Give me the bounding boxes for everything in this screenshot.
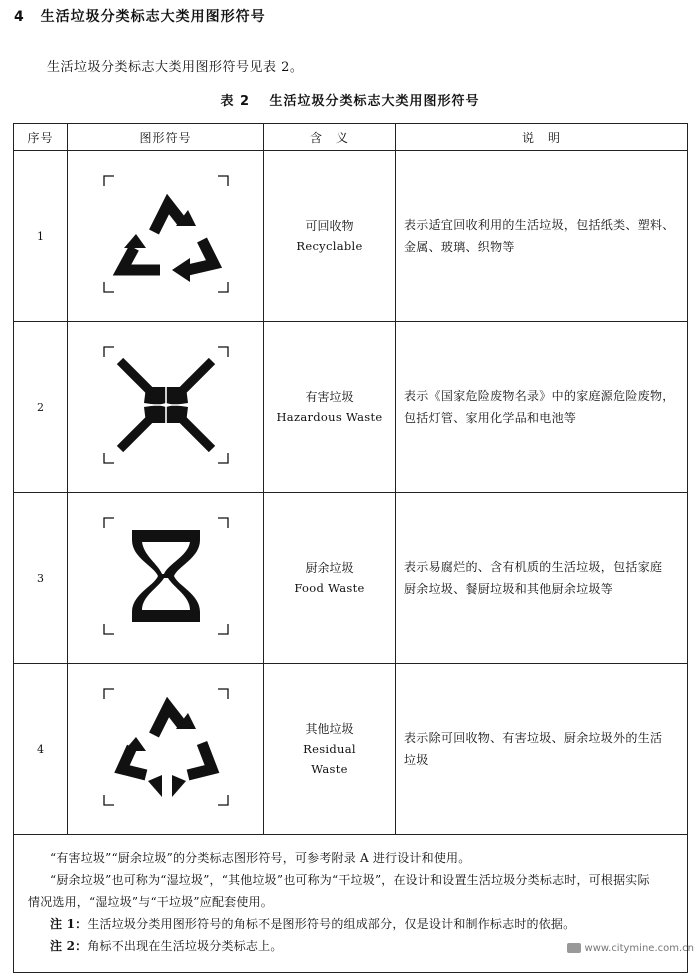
section-number: 4 <box>14 9 25 25</box>
section-title: 生活垃圾分类标志大类用图形符号 <box>40 9 266 25</box>
row-meaning <box>264 151 396 322</box>
intro-paragraph: 生活垃圾分类标志大类用图形符号见表 2。 <box>47 60 304 75</box>
note-line: “有害垃圾”“厨余垃圾”的分类标志图形符号，可参考附录 A 进行设计和使用。 <box>50 851 471 865</box>
note-line: 情况选用，“湿垃圾”与“干垃圾”应配套使用。 <box>28 895 273 909</box>
watermark-text: www.citymine.com.cn <box>584 943 694 954</box>
row-meaning <box>264 664 396 835</box>
meaning-en: Food Waste <box>294 581 365 595</box>
row-description <box>396 664 688 835</box>
header-symbol: 图形符号 <box>68 124 264 151</box>
meaning-en: Residual <box>303 742 356 756</box>
row-seq: 4 <box>14 664 68 835</box>
description-line: 表示除可回收物、有害垃圾、厨余垃圾外的生活 <box>404 731 663 745</box>
meaning-cn: 厨余垃圾 <box>305 561 354 575</box>
meaning-cn: 有害垃圾 <box>305 390 354 404</box>
residual-waste-icon <box>98 685 234 809</box>
row-description <box>396 322 688 493</box>
table-caption-title: 生活垃圾分类标志大类用图形符号 <box>269 94 480 109</box>
description-line: 包括灯管、家用化学品和电池等 <box>404 411 577 425</box>
table-caption-number: 表 2 <box>220 94 251 109</box>
table-row <box>14 151 688 322</box>
header-description: 说 明 <box>396 124 688 151</box>
row-seq: 1 <box>14 151 68 322</box>
table-row <box>14 493 688 664</box>
hazardous-waste-icon <box>98 343 234 467</box>
meaning-cn: 可回收物 <box>305 219 354 233</box>
header-meaning: 含 义 <box>264 124 396 151</box>
note-2-text: 角标不出现在生活垃圾分类标志上。 <box>87 939 283 953</box>
row-symbol <box>68 151 264 322</box>
row-symbol <box>68 664 264 835</box>
meaning-en: Recyclable <box>296 239 363 253</box>
row-seq: 3 <box>14 493 68 664</box>
note-1 <box>50 913 679 935</box>
recyclable-icon <box>98 172 234 296</box>
meaning-en: Waste <box>311 762 348 776</box>
table-row <box>14 322 688 493</box>
watermark <box>567 943 694 954</box>
symbols-table <box>13 123 688 973</box>
row-symbol <box>68 493 264 664</box>
watermark-logo-icon <box>567 943 581 953</box>
food-waste-icon <box>98 514 234 638</box>
description-line: 金属、玻璃、织物等 <box>404 240 515 254</box>
row-description <box>396 151 688 322</box>
row-description <box>396 493 688 664</box>
table-row <box>14 664 688 835</box>
note-1-text: 生活垃圾分类用图形符号的角标不是图形符号的组成部分，仅是设计和制作标志时的依据。 <box>87 917 576 931</box>
meaning-en: Hazardous Waste <box>276 410 383 424</box>
header-seq: 序号 <box>14 124 68 151</box>
description-line: 表示《国家危险废物名录》中的家庭源危险废物， <box>404 389 675 403</box>
note-2-label: 注 2： <box>50 939 88 953</box>
row-symbol <box>68 322 264 493</box>
description-line: 表示适宜回收利用的生活垃圾，包括纸类、塑料、 <box>404 218 675 232</box>
table-header-row <box>14 124 688 151</box>
note-1-label: 注 1： <box>50 917 88 931</box>
description-line: 厨余垃圾、餐厨垃圾和其他厨余垃圾等 <box>404 582 614 596</box>
meaning-cn: 其他垃圾 <box>305 722 354 736</box>
section-heading <box>14 6 266 26</box>
note-line: “厨余垃圾”也可称为“湿垃圾”，“其他垃圾”也可称为“干垃圾”，在设计和设置生活垃圾分类标志时，可根据实际 <box>50 873 650 887</box>
row-seq: 2 <box>14 322 68 493</box>
description-line: 表示易腐烂的、含有机质的生活垃圾，包括家庭 <box>404 560 663 574</box>
row-meaning <box>264 493 396 664</box>
row-meaning <box>264 322 396 493</box>
table-caption <box>0 90 700 109</box>
description-line: 垃圾 <box>404 753 429 767</box>
